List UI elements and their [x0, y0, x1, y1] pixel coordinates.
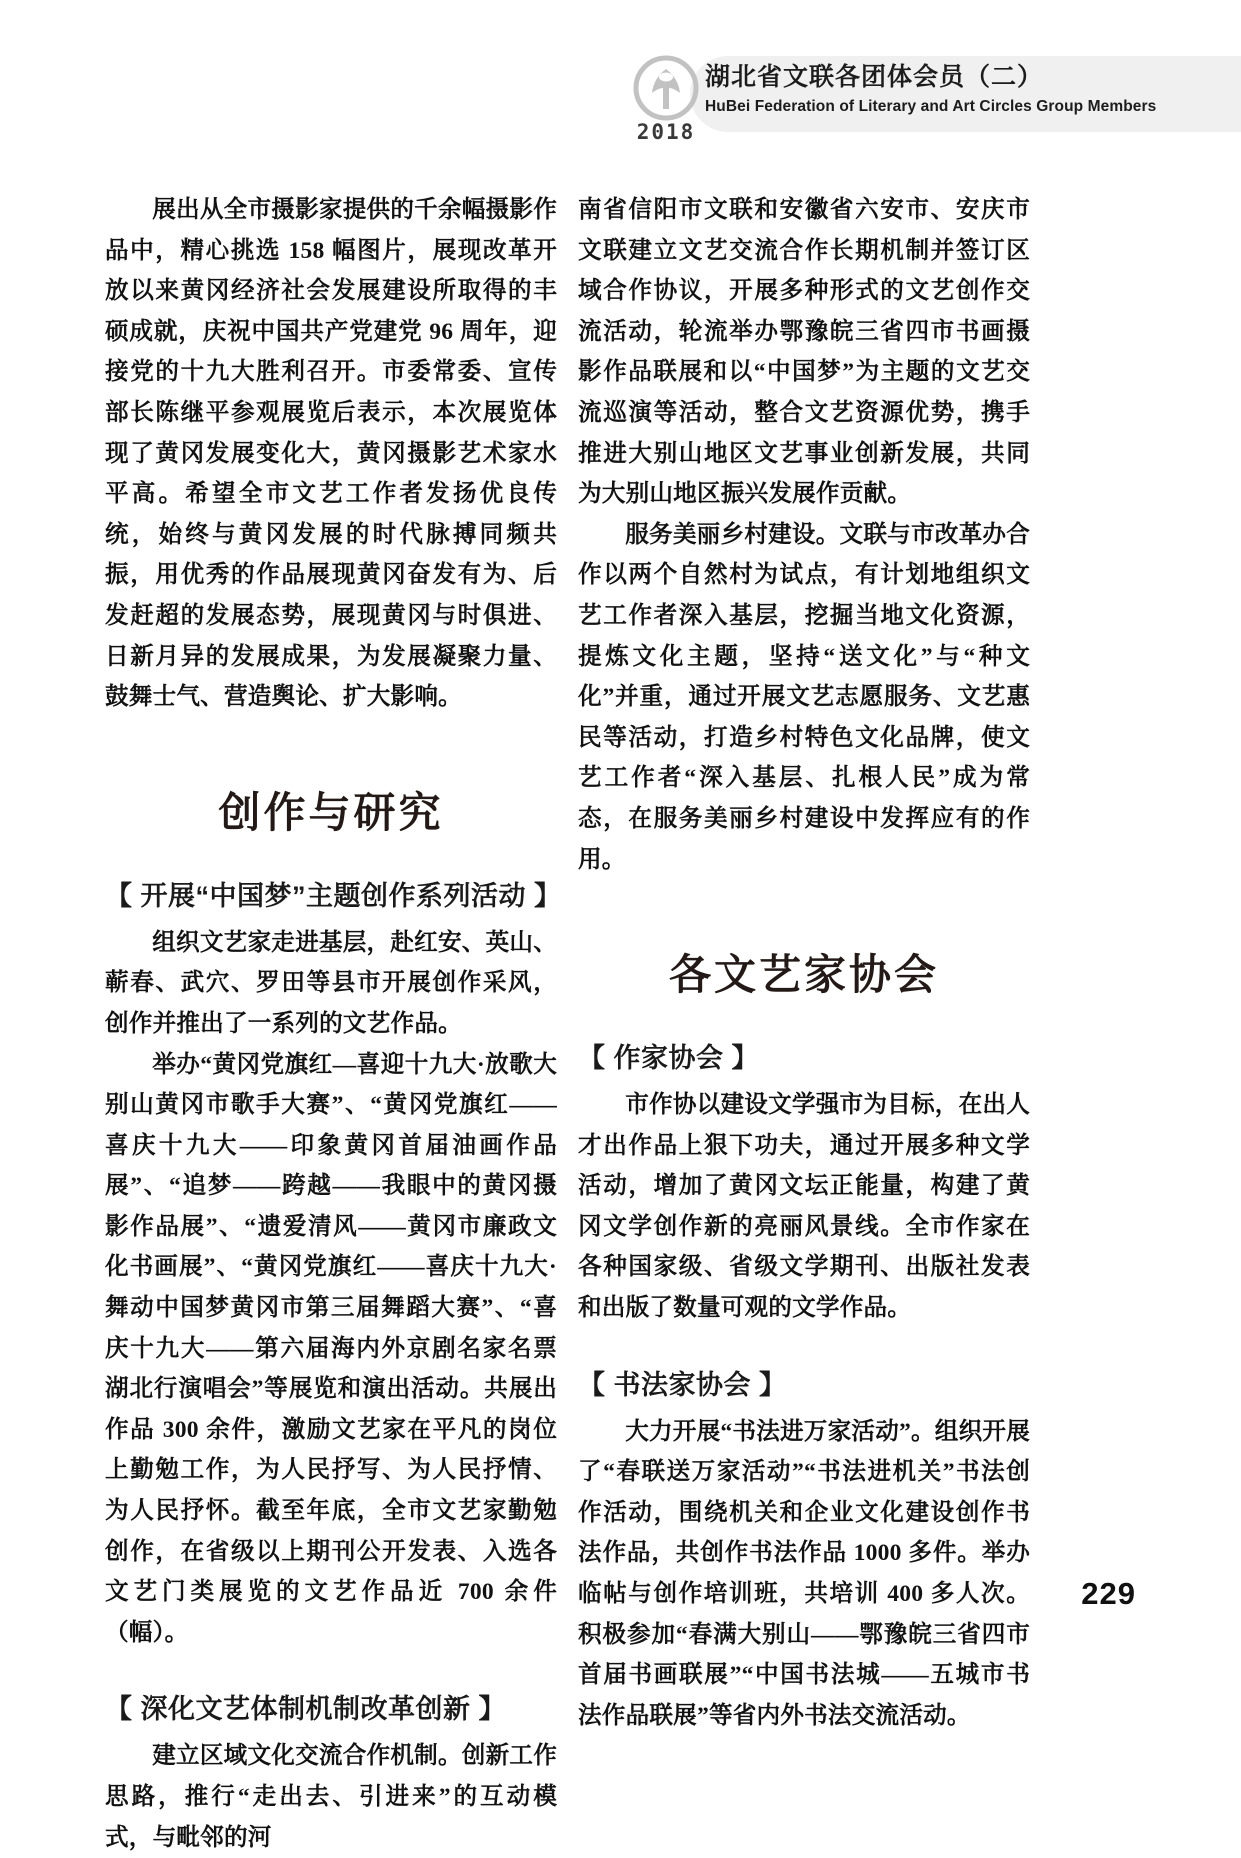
paragraph: 大力开展“书法进万家活动”。组织开展了“春联送万家活动”“书法进机关”书法创作活动，围绕机关和企业文化建设创作书法作品，共创作书法作品 1000 多件。举办临帖与创作培训班，共培训 400 多人次。积极参加“春满大别山——鄂豫皖三省四市首届书画联展”“中国书法城——五城市书法作品联展”等省内外书法交流活动。 [578, 1418, 1030, 1729]
header-title-english: HuBei Federation of Literary and Art Circles Group Members [705, 97, 1157, 115]
header-title-chinese: 湖北省文联各团体会员（二） [705, 64, 1044, 91]
spacer [578, 1329, 1030, 1363]
left-column [105, 190, 562, 1858]
subsection-heading-system-reform: 【 深化文艺体制机制改革创新 】 [105, 1694, 507, 1725]
spacer [105, 913, 557, 923]
header-title-group [705, 64, 1235, 116]
subsection-heading-writers-association: 【 作家协会 】 [578, 1043, 760, 1074]
spacer [105, 718, 557, 780]
paragraph: 举办“黄冈党旗红—喜迎十九大·放歌大别山黄冈市歌手大赛”、“黄冈党旗红——喜庆十九大——印象黄冈首届油画作品展”、“追梦——跨越——我眼中的黄冈摄影作品展”、“遗爱清风——黄冈市廉政文化书画展”、“黄冈党旗红——喜庆十九大·舞动中国梦黄冈市第三届舞蹈大赛”、“喜庆十九大——第六届海内外京剧名家名票湖北行演唱会”等展览和演出活动。共展出作品 300 余件，激励文艺家在平凡的岗位上勤勉工作，为人民抒写、为人民抒情、为人民抒怀。截至年底，全市文艺家勤勉创作，在省级以上期刊公开发表、入选各文艺门类展览的文艺作品近 700 余件（幅）。 [105, 1051, 557, 1646]
spacer [578, 880, 1030, 942]
spacer [578, 1075, 1030, 1085]
spacer [105, 840, 557, 874]
right-column [578, 190, 1030, 1736]
spacer [578, 1002, 1030, 1036]
section-title-art-associations: 各文艺家协会 [668, 951, 939, 999]
paragraph: 展出从全市摄影家提供的千余幅摄影作品中，精心挑选 158 幅图片，展现改革开放以来黄冈经济社会发展建设所取得的丰硕成就，庆祝中国共产党建党 96 周年，迎接党的十九大胜利召开。市委常委、宣传部长陈继平参观展览后表示，本次展览体现了黄冈发展变化大，黄冈摄影艺术家水平高。希望全市文艺工作者发扬优良传统，始终与黄冈发展的时代脉搏同频共振，用优秀的作品展现黄冈奋发有为、后发赶超的发展态势，展现黄冈与时俱进、日新月异的发展成果，为发展凝聚力量、鼓舞士气、营造舆论、扩大影响。 [105, 197, 557, 711]
section-title-creation-research: 创作与研究 [218, 788, 444, 836]
paragraph: 组织文艺家走进基层，赴红安、英山、蕲春、武穴、罗田等县市开展创作采风，创作并推出了一系列的文艺作品。 [105, 929, 557, 1037]
page-number: 229 [1081, 1576, 1136, 1611]
paragraph: 市作协以建设文学强市为目标，在出人才出作品上狠下功夫，通过开展多种文学活动，增加了黄冈文坛正能量，构建了黄冈文学创作新的亮丽风景线。全市作家在各种国家级、省级文学期刊、出版社发表和出版了数量可观的文学作品。 [578, 1092, 1030, 1322]
publisher-logo [620, 54, 712, 142]
paragraph: 建立区域文化交流合作机制。创新工作思路，推行“走出去、引进来”的互动模式，与毗邻的河 [105, 1743, 557, 1851]
paragraph: 服务美丽乡村建设。文联与市改革办合作以两个自然村为试点，有计划地组织文艺工作者深入基层，挖掘当地文化资源，提炼文化主题，坚持“送文化”与“种文化”并重，通过开展文艺志愿服务、文艺惠民等活动，打造乡村特色文化品牌，使文艺工作者“深入基层、扎根人民”成为常态，在服务美丽乡村建设中发挥应有的作用。 [578, 521, 1030, 873]
subsection-heading-calligraphers-association: 【 书法家协会 】 [578, 1369, 787, 1400]
logo-year-label: 2018 [636, 120, 696, 144]
spacer [105, 1653, 557, 1687]
subsection-heading-china-dream: 【 开展“中国梦”主题创作系列活动 】 [105, 880, 562, 911]
spacer [578, 1402, 1030, 1412]
page-header [0, 52, 1241, 144]
hubei-federation-emblem-icon [632, 54, 700, 122]
paragraph: 南省信阳市文联和安徽省六安市、安庆市文联建立文艺交流合作长期机制并签订区域合作协议，开展多种形式的文艺创作交流活动，轮流举办鄂豫皖三省四市书画摄影作品联展和以“中国梦”为主题的文艺交流巡演等活动，整合文艺资源优势，携手推进大别山地区文艺事业创新发展，共同为大别山地区振兴发展作贡献。 [578, 197, 1030, 508]
spacer [105, 1726, 557, 1736]
